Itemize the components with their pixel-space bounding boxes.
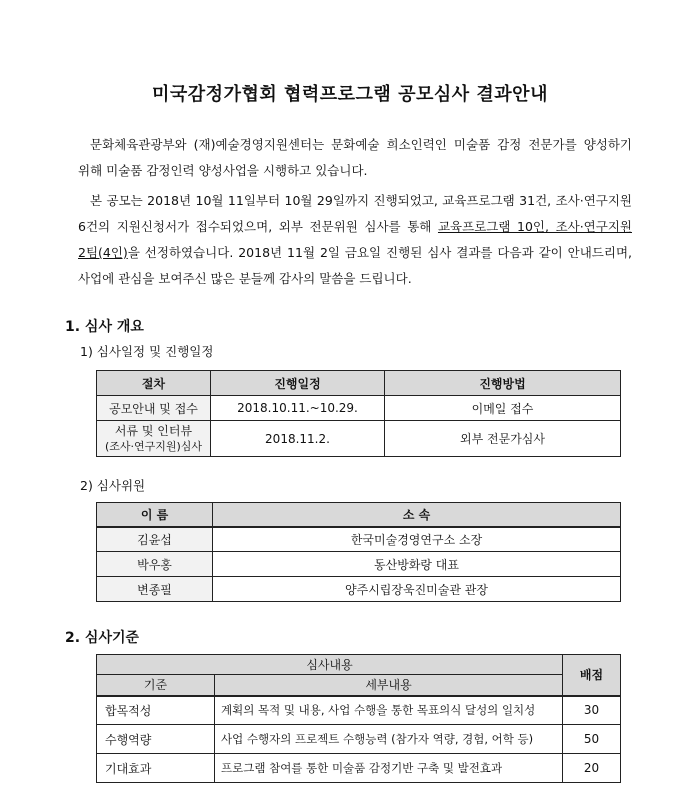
intro-text-2a: 본 공모는 2018년 10월 11일부터 10월 29일까지 진행되었고, 교육프로그램 31건, 조사·연구지원 6건의 지원신청서가 접수되었으며, 외부 전문위원 심사를 통해 bbox=[78, 193, 632, 234]
table-row bbox=[97, 396, 621, 421]
criterion-detail: 계획의 목적 및 내용, 사업 수행을 통한 목표의식 달성의 일치성 bbox=[215, 696, 563, 725]
intro-text-2b: 을 선정하였습니다. 2018년 11월 2일 금요일 진행된 심사 결과를 다음과 같이 안내드리며, 사업에 관심을 보여주신 많은 분들께 감사의 말씀을 드립니다. bbox=[78, 245, 632, 286]
criteria-header-detail: 세부내용 bbox=[215, 675, 563, 696]
criterion-score: 20 bbox=[563, 754, 621, 783]
schedule-step bbox=[97, 421, 211, 457]
judges-table bbox=[96, 502, 621, 602]
judge-org: 양주시립장욱진미술관 관장 bbox=[213, 577, 621, 602]
judge-name: 변종필 bbox=[97, 577, 213, 602]
judges-header-name: 이 름 bbox=[97, 503, 213, 527]
criteria-header-row bbox=[97, 675, 621, 696]
schedule-header-date: 진행일정 bbox=[211, 371, 385, 396]
schedule-header-row bbox=[97, 371, 621, 396]
judges-header-org: 소 속 bbox=[213, 503, 621, 527]
schedule-step: 공모안내 및 접수 bbox=[97, 396, 211, 421]
judges-header-row bbox=[97, 503, 621, 527]
intro-paragraph-1 bbox=[78, 132, 632, 184]
table-row bbox=[97, 552, 621, 577]
table-row bbox=[97, 577, 621, 602]
page-title: 미국감정가협회 협력프로그램 공모심사 결과안내 bbox=[152, 84, 548, 105]
criterion-name: 합목적성 bbox=[97, 696, 215, 725]
criterion-detail: 프로그램 참여를 통한 미술품 감정기반 구축 및 발전효과 bbox=[215, 754, 563, 783]
schedule-step-line-1: 서류 및 인터뷰 bbox=[114, 423, 193, 438]
criterion-score: 30 bbox=[563, 696, 621, 725]
schedule-table bbox=[96, 370, 621, 457]
section-1-heading: 1. 심사 개요 bbox=[65, 319, 144, 335]
schedule-date: 2018.10.11.~10.29. bbox=[211, 396, 385, 421]
criteria-score-header: 배점 bbox=[563, 655, 621, 696]
criteria-table bbox=[96, 654, 621, 783]
criterion-detail: 사업 수행자의 프로젝트 수행능력 (참가자 역량, 경험, 어학 등) bbox=[215, 725, 563, 754]
criteria-group-header: 심사내용 bbox=[97, 655, 563, 675]
subsection-judges-heading: 2) 심사위원 bbox=[80, 478, 146, 493]
table-row bbox=[97, 696, 621, 725]
criteria-group-header-row bbox=[97, 655, 621, 675]
criterion-name: 수행역량 bbox=[97, 725, 215, 754]
schedule-method: 외부 전문가심사 bbox=[385, 421, 621, 457]
table-row bbox=[97, 754, 621, 783]
criterion-score: 50 bbox=[563, 725, 621, 754]
judge-name: 박우홍 bbox=[97, 552, 213, 577]
table-row bbox=[97, 421, 621, 457]
criterion-name: 기대효과 bbox=[97, 754, 215, 783]
subsection-schedule-heading: 1) 심사일정 및 진행일정 bbox=[80, 344, 214, 359]
judge-org: 한국미술경영연구소 소장 bbox=[213, 527, 621, 552]
judge-org: 동산방화랑 대표 bbox=[213, 552, 621, 577]
intro-paragraph-2 bbox=[78, 188, 632, 292]
section-2-heading: 2. 심사기준 bbox=[65, 630, 140, 646]
schedule-step-line-2: (조사·연구지원)심사 bbox=[104, 439, 203, 453]
criteria-header-criterion: 기준 bbox=[97, 675, 215, 696]
schedule-header-method: 진행방법 bbox=[385, 371, 621, 396]
schedule-header-step: 절차 bbox=[97, 371, 211, 396]
table-row bbox=[97, 725, 621, 754]
judge-name: 김윤섭 bbox=[97, 527, 213, 552]
intro-text-1: 문화체육관광부와 (재)예술경영지원센터는 문화예술 희소인력인 미술품 감정 전문가를 양성하기 위해 미술품 감정인력 양성사업을 시행하고 있습니다. bbox=[78, 137, 632, 178]
schedule-date: 2018.11.2. bbox=[211, 421, 385, 457]
table-row bbox=[97, 527, 621, 552]
schedule-method: 이메일 접수 bbox=[385, 396, 621, 421]
selection-result-highlight: 교육프로그램 10인, 조사·연구지원 2팀(4인) bbox=[78, 219, 632, 260]
